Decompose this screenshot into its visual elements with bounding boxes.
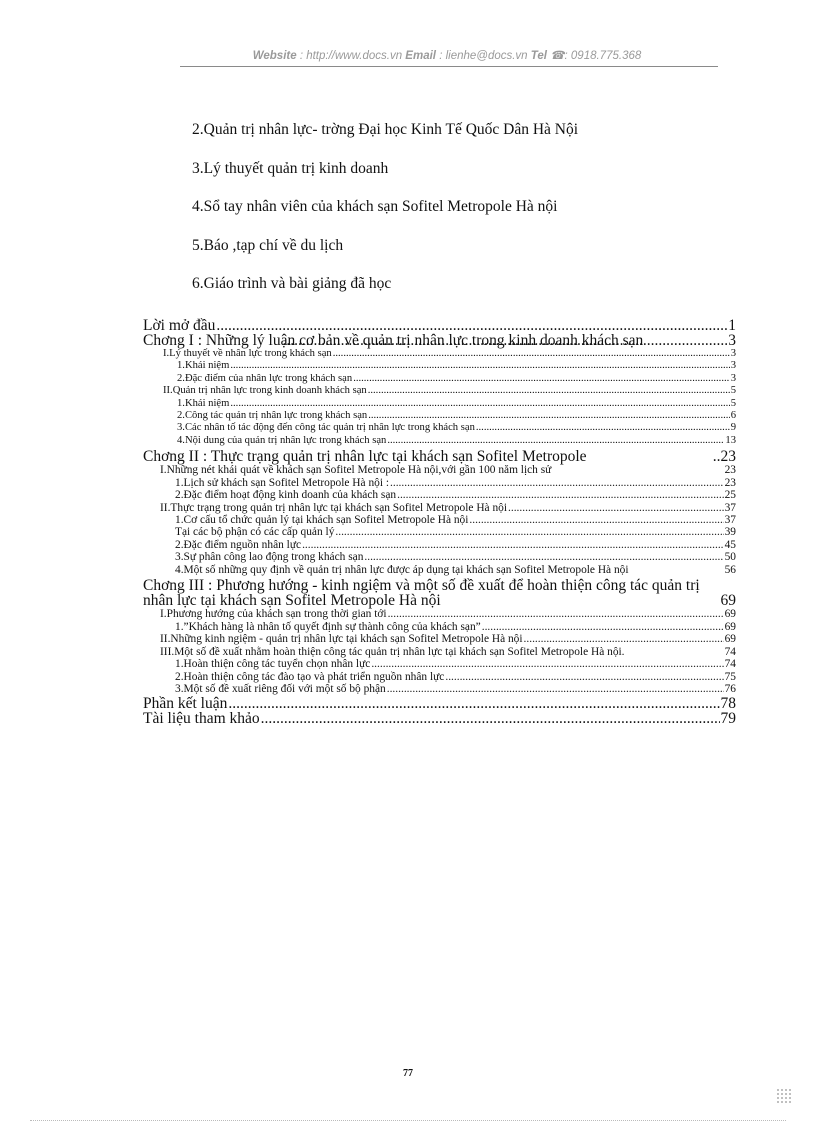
toc-page: 23 bbox=[724, 476, 736, 489]
toc-title: I.Lý thuyết về nhân lực trong khách sạn bbox=[163, 348, 332, 359]
toc-entry bbox=[143, 683, 736, 695]
toc-entry bbox=[143, 385, 736, 397]
page-number: 77 bbox=[403, 1068, 413, 1079]
toc-leader bbox=[469, 514, 723, 526]
toc-title: 1.Cơ cấu tổ chức quản lý tại khách sạn Sofitel Metropole Hà nội bbox=[175, 514, 469, 527]
toc-leader bbox=[228, 696, 719, 711]
toc-leader bbox=[387, 435, 724, 447]
toc-entry bbox=[143, 633, 736, 645]
toc-entry-conclusion bbox=[143, 696, 736, 711]
reference-list bbox=[192, 120, 578, 313]
tel-number: ☎: 0918.775.368 bbox=[550, 50, 642, 62]
toc-leader bbox=[368, 410, 730, 422]
toc-page: 39 bbox=[724, 526, 736, 539]
toc-page: 1 bbox=[728, 317, 736, 334]
toc-page: 9 bbox=[730, 422, 736, 434]
table-of-contents bbox=[143, 318, 736, 726]
toc-entry bbox=[143, 360, 736, 372]
toc-page: 75 bbox=[724, 670, 736, 683]
toc-title: Lời mở đầu bbox=[143, 317, 216, 334]
toc-leader bbox=[230, 360, 729, 372]
toc-page: 25 bbox=[724, 489, 736, 502]
toc-page: 79 bbox=[720, 710, 736, 728]
toc-title: Chơng II : Thực trạng quản trị nhân lực tại khách sạn Sofitel Metropole bbox=[143, 448, 587, 466]
toc-leader bbox=[261, 711, 720, 726]
reference-item: 3.Lý thuyết quản trị kinh doanh bbox=[192, 159, 389, 177]
toc-title: 2.Công tác quản trị nhân lực trong khách sạn bbox=[177, 410, 368, 422]
toc-entry bbox=[143, 621, 736, 633]
toc-title: 3.Sự phân công lao động trong khách sạn bbox=[175, 551, 364, 564]
toc-title: II.Thực trạng trong quản trị nhân lực tại khách sạn Sofitel Metropole Hà nội bbox=[160, 501, 508, 514]
reference-item: 4.Sổ tay nhân viên của khách sạn Sofitel Metropole Hà nội bbox=[192, 198, 558, 216]
toc-title: 4.Một số những quy định về quản trị nhân lực được áp dụng tại khách sạn Sofitel Metropole Hà nội bbox=[175, 563, 629, 576]
toc-leader bbox=[335, 526, 723, 538]
toc-leader bbox=[333, 348, 730, 360]
toc-entry bbox=[143, 348, 736, 360]
toc-page: 5 bbox=[730, 385, 736, 397]
toc-title: Chơng I : Những lý luận cơ bản về quản trị nhân lực trong kinh doanh khách sạn bbox=[143, 332, 644, 349]
toc-title: 3.Các nhân tố tác động đến công tác quản trị nhân lực trong khách sạn bbox=[177, 422, 475, 434]
toc-page: 69 bbox=[724, 620, 736, 633]
toc-entry bbox=[143, 410, 736, 422]
toc-page: ..23 bbox=[712, 448, 736, 466]
toc-entry bbox=[143, 658, 736, 670]
toc-entry bbox=[143, 373, 736, 385]
toc-entry bbox=[143, 477, 736, 489]
toc-title: Chơng III : Phương hướng - kinh ngiệm và một số đề xuất để hoàn thiện công tác quản trị nhân lực tại khách sạn Sofitel Metropole Hà nội bbox=[143, 577, 700, 610]
website-url[interactable]: : http://www.docs.vn bbox=[299, 50, 403, 62]
toc-page: 69 bbox=[724, 608, 736, 621]
toc-title: 1.Lịch sử khách sạn Sofitel Metropole Hà nội : bbox=[175, 476, 390, 489]
toc-leader bbox=[482, 621, 724, 633]
toc-title: 2.Hoàn thiện công tác đào tạo và phát triển nguồn nhân lực bbox=[175, 670, 445, 683]
toc-title: 1.Khái niệm bbox=[177, 397, 230, 409]
toc-entry bbox=[143, 398, 736, 410]
toc-leader bbox=[216, 318, 727, 333]
toc-page: 69 bbox=[720, 592, 736, 610]
toc-leader bbox=[353, 373, 730, 385]
toc-page: 3 bbox=[730, 348, 736, 359]
toc-leader bbox=[371, 658, 723, 670]
toc-leader bbox=[387, 683, 724, 695]
page-header bbox=[180, 48, 714, 62]
toc-page: 3 bbox=[730, 360, 736, 372]
toc-leader bbox=[445, 671, 723, 683]
toc-entry-chapter-1-cont bbox=[143, 333, 736, 348]
reference-item: 5.Báo ,tạp chí về du lịch bbox=[192, 236, 344, 254]
toc-entry bbox=[143, 435, 736, 447]
toc-page: 23 bbox=[724, 464, 736, 477]
toc-page: 13 bbox=[725, 434, 736, 446]
toc-leader bbox=[368, 385, 730, 397]
toc-leader bbox=[508, 502, 724, 514]
toc-title: 2.Đặc điểm của nhân lực trong khách sạn bbox=[177, 372, 353, 384]
toc-entry bbox=[143, 608, 736, 620]
reference-item: 2.Quản trị nhân lực- trờng Đại học Kinh Tế Quốc Dân Hà Nội bbox=[192, 121, 579, 138]
toc-title: II.Những kinh ngiệm - quản trị nhân lực tại khách sạn Sofitel Metropole Hà nội bbox=[160, 633, 523, 646]
toc-page: 78 bbox=[720, 695, 736, 713]
toc-entry bbox=[143, 422, 736, 434]
reference-item: 6.Giáo trình và bài giảng đã học bbox=[192, 275, 392, 293]
toc-title: 1.”Khách hàng là nhân tố quyết định sự thành công của khách sạn” bbox=[175, 620, 481, 633]
website-label: Website bbox=[252, 50, 297, 62]
header-divider bbox=[180, 66, 718, 67]
toc-entry bbox=[143, 539, 736, 551]
toc-page: 37 bbox=[724, 514, 736, 527]
toc-title: 3.Một số đề xuất riêng đối với một số bộ phận bbox=[175, 682, 386, 695]
toc-entry bbox=[143, 551, 736, 563]
toc-title: 2.Đặc điểm nguồn nhân lực bbox=[175, 538, 302, 551]
toc-entry bbox=[143, 502, 736, 514]
toc-page: 74 bbox=[724, 645, 736, 658]
toc-page: 3 bbox=[728, 332, 736, 349]
toc-title: Tài liệu tham khảo bbox=[143, 710, 260, 728]
toc-leader bbox=[302, 539, 724, 551]
toc-page: 69 bbox=[724, 633, 736, 646]
toc-entry-references bbox=[143, 711, 736, 726]
toc-title: Tại các bộ phận có các cấp quản lý bbox=[175, 526, 335, 539]
toc-title: Phần kết luận bbox=[143, 695, 228, 713]
toc-entry bbox=[143, 526, 736, 538]
toc-entry bbox=[143, 464, 736, 477]
toc-page: 76 bbox=[724, 682, 736, 695]
toc-page: 5 bbox=[730, 397, 736, 409]
toc-page: 37 bbox=[724, 501, 736, 514]
toc-leader bbox=[364, 551, 723, 563]
toc-entry bbox=[143, 564, 736, 577]
toc-entry-chapter-2 bbox=[143, 449, 736, 464]
toc-leader bbox=[524, 633, 724, 645]
toc-leader bbox=[397, 489, 724, 501]
toc-leader bbox=[283, 333, 728, 348]
email-label: Email bbox=[405, 50, 436, 62]
corner-mark bbox=[776, 1088, 792, 1104]
toc-page: 45 bbox=[724, 538, 736, 551]
toc-entry bbox=[143, 671, 736, 683]
toc-title: III.Một số đề xuất nhằm hoàn thiện công tác quản trị nhân lực tại khách sạn Sofitel Metropole Hà nội. bbox=[160, 645, 625, 658]
email-address[interactable]: : lienhe@docs.vn bbox=[439, 50, 528, 62]
toc-page: 6 bbox=[730, 410, 736, 422]
bottom-divider bbox=[30, 1120, 786, 1121]
toc-title: I.Những nét khái quát về khách sạn Sofitel Metropole Hà nội,với gần 100 năm lịch sử bbox=[160, 464, 552, 477]
toc-leader bbox=[390, 477, 724, 489]
toc-entry bbox=[143, 646, 736, 659]
toc-page: 74 bbox=[724, 658, 736, 671]
toc-entry-chapter-3 bbox=[143, 578, 736, 608]
toc-leader bbox=[388, 608, 724, 620]
toc-entry bbox=[143, 514, 736, 526]
toc-leader bbox=[230, 398, 729, 410]
toc-leader bbox=[476, 422, 730, 434]
toc-title: 4.Nội dung của quản trị nhân lực trong khách sạn bbox=[177, 434, 387, 446]
toc-title: 1.Hoàn thiện công tác tuyển chọn nhân lực bbox=[175, 658, 371, 671]
toc-title: I.Phương hướng của khách sạn trong thời gian tới bbox=[160, 608, 387, 621]
tel-label: Tel bbox=[530, 50, 547, 62]
toc-page: 3 bbox=[730, 372, 736, 384]
toc-title: 1.Khái niệm bbox=[177, 360, 230, 372]
toc-page: 56 bbox=[724, 563, 736, 576]
toc-entry bbox=[143, 489, 736, 501]
toc-page: 50 bbox=[724, 551, 736, 564]
toc-title: II.Quản trị nhân lực trong kinh doanh khách sạn bbox=[163, 385, 367, 397]
toc-title: 2.Đặc điểm hoạt động kinh doanh của khách sạn bbox=[175, 489, 397, 502]
toc-entry-intro bbox=[143, 318, 736, 333]
